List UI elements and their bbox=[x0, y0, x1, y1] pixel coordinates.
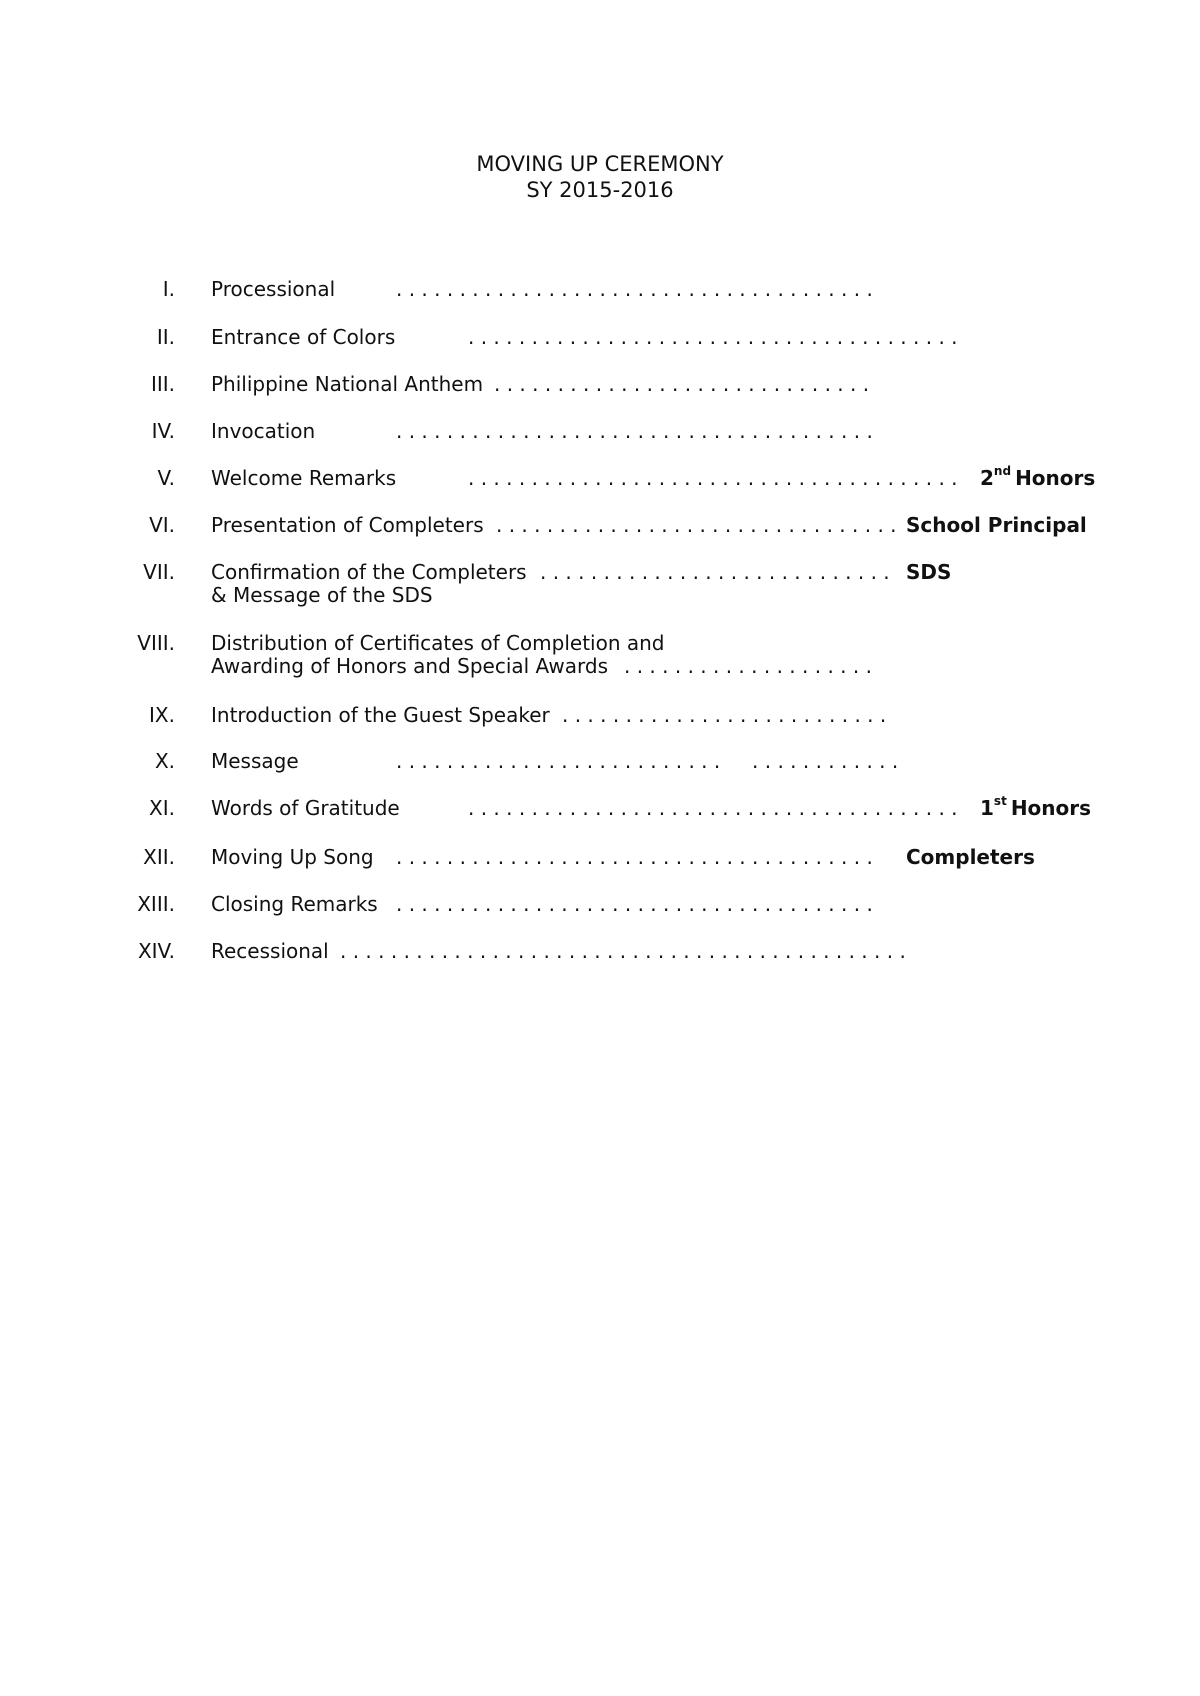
item-numeral: VIII. bbox=[137, 631, 175, 655]
leader-dots: . . . . . . . . . . . . . . . . . . . . . . . . . . . . . . bbox=[494, 372, 870, 396]
item-label: Moving Up Song bbox=[211, 845, 374, 869]
item-numeral: X. bbox=[154, 749, 175, 773]
item-label: Introduction of the Guest Speaker bbox=[211, 703, 550, 727]
item-numeral: XII. bbox=[143, 845, 175, 869]
leader-dots: . . . . . . . . . . . . . . . . . . . . . . . . . . . . bbox=[540, 560, 890, 584]
item-label: Words of Gratitude bbox=[211, 796, 400, 820]
item-numeral: VII. bbox=[143, 560, 175, 584]
item-numeral: V. bbox=[157, 466, 175, 490]
leader-dots: . . . . . . . . . . . . . . . . . . . . . . . . . . . . . . . . . . . . . . bbox=[396, 749, 899, 773]
item-numeral: XIV. bbox=[137, 939, 175, 963]
item-numeral: II. bbox=[156, 325, 175, 349]
item-person: SDS bbox=[906, 560, 952, 584]
item-label: Distribution of Certificates of Completion and Awarding of Honors and Special Awards bbox=[211, 631, 665, 678]
item-person: 1st Honors bbox=[980, 794, 1092, 820]
leader-dots: . . . . . . . . . . . . . . . . . . . . bbox=[624, 654, 872, 678]
item-numeral: III. bbox=[150, 372, 175, 396]
leader-dots: . . . . . . . . . . . . . . . . . . . . . . . . . . . . . . . . . . . . . . bbox=[396, 419, 873, 443]
item-label: Welcome Remarks bbox=[211, 466, 397, 490]
leader-dots: . . . . . . . . . . . . . . . . . . . . . . . . . . . . . . . . bbox=[496, 513, 897, 537]
item-label: Closing Remarks bbox=[211, 892, 378, 916]
leader-dots: . . . . . . . . . . . . . . . . . . . . . . . . . . . . . . . . . . . . . . . . . . . . . bbox=[340, 939, 906, 963]
item-numeral: XIII. bbox=[137, 892, 175, 916]
leader-dots: . . . . . . . . . . . . . . . . . . . . . . . . . . . . . . . . . . . . . . bbox=[396, 277, 873, 301]
item-label: Invocation bbox=[211, 419, 316, 443]
item-label: Message bbox=[211, 749, 299, 773]
item-numeral: XI. bbox=[149, 796, 175, 820]
leader-dots: . . . . . . . . . . . . . . . . . . . . . . . . . . bbox=[562, 703, 887, 727]
item-label: Processional bbox=[211, 277, 336, 301]
leader-dots: . . . . . . . . . . . . . . . . . . . . . . . . . . . . . . . . . . . . . . . bbox=[468, 796, 958, 820]
item-numeral: IV. bbox=[151, 419, 175, 443]
item-person: Completers bbox=[906, 845, 1035, 869]
item-numeral: I. bbox=[162, 277, 175, 301]
page-subtitle: SY 2015-2016 bbox=[526, 178, 674, 202]
leader-dots: . . . . . . . . . . . . . . . . . . . . . . . . . . . . . . . . . . . . . . bbox=[396, 845, 873, 869]
item-numeral: IX. bbox=[149, 703, 175, 727]
leader-dots: . . . . . . . . . . . . . . . . . . . . . . . . . . . . . . . . . . . . . . . bbox=[468, 325, 958, 349]
item-label: Recessional bbox=[211, 939, 329, 963]
item-numeral: VI. bbox=[149, 513, 175, 537]
item-label: Confirmation of the Completers & Message of the SDS bbox=[211, 560, 527, 607]
item-person: School Principal bbox=[906, 513, 1087, 537]
leader-dots: . . . . . . . . . . . . . . . . . . . . . . . . . . . . . . . . . . . . . . bbox=[396, 892, 873, 916]
item-label: Presentation of Completers bbox=[211, 513, 484, 537]
leader-dots: . . . . . . . . . . . . . . . . . . . . . . . . . . . . . . . . . . . . . . . bbox=[468, 466, 958, 490]
item-person: 2nd Honors bbox=[980, 464, 1096, 490]
item-label: Philippine National Anthem bbox=[211, 372, 484, 396]
item-label: Entrance of Colors bbox=[211, 325, 396, 349]
page-title: MOVING UP CEREMONY bbox=[476, 152, 724, 176]
